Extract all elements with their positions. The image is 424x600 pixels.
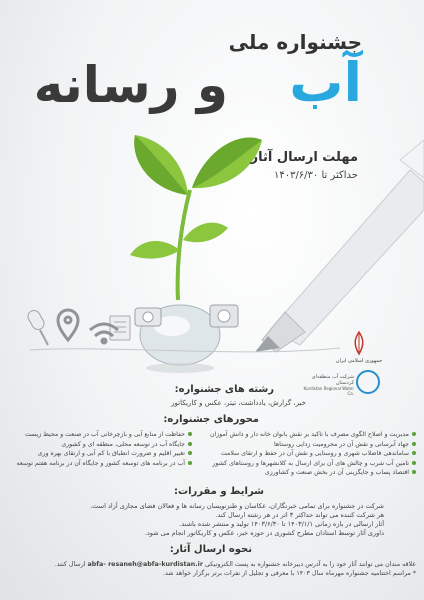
list-item: مدیریت و اصلاح الگوی مصرف با تاکید بر نقش بانوان خانه دار و دانش آموزان (196, 430, 416, 440)
iran-emblem-icon (349, 330, 369, 356)
list-item: تغییر اقلیم و ضرورت انطباق با کم آبی و ارتقای بهره وری (6, 449, 192, 459)
axes-title: محورهای جشنواره: (163, 414, 259, 425)
submission-line-1 (6, 560, 416, 569)
categories-text: خبر، گزارش، یادداشت، تیتر، عکس و کاریکاتور (171, 399, 306, 407)
microphone-icon (26, 308, 48, 345)
terms-line: هر شرکت کننده می تواند حداکثر ۳ اثر در هر رشته ارسال کند. (215, 511, 384, 519)
submission-text (6, 560, 416, 578)
emblem-caption: جمهوری اسلامی ایران (335, 358, 383, 364)
list-item: اقتصاد پساب و جایگزینی آن در بخش صنعت و کشاورزی (196, 468, 416, 478)
festival-label: جشنواره ملی (228, 30, 362, 54)
company-name-en: Kurdistan Regional Water Co. (303, 386, 354, 396)
submission-email-link[interactable]: abfa- resaneh@abfa-kurdistan.ir (87, 561, 203, 568)
sprout-icon (130, 135, 262, 300)
deadline-label: مهلت ارسال آثار (250, 150, 358, 165)
list-item: ساماندهی فاضلاب شهری و روستایی و نقش آن در حفظ و ارتقای سلامت (196, 449, 416, 459)
terms-text (24, 502, 384, 538)
submission-prefix: علاقه مندان می توانند آثار خود را به آدرس دبیرخانه جشنواره به پست الکترونیکی (204, 561, 416, 568)
terms-line: شرکت در جشنواره برای تمامی خبرنگاران، عکاسان و طنزنویسان رسانه ها و فعالان فضای مجازی آزاد است. (90, 502, 384, 510)
camera-icon-2 (210, 305, 238, 327)
terms-title: شرایط و مقررات: (174, 486, 264, 497)
list-item: جایگاه آب در توسعه محلی، منطقه ای و کشوری (6, 440, 192, 450)
location-pin-icon (58, 310, 78, 340)
list-item: حفاظت از منابع آبی و بازچرخانی آب در صنعت و محیط زیست (6, 430, 192, 440)
title-ab: آب (289, 51, 362, 114)
terms-line: داوری آثار توسط استادان مطرح کشوری در حوزه خبر، عکس و کاریکاتور انجام می شود. (144, 529, 384, 537)
terms-line: آثار ارسالی در بازه زمانی ۱۴۰۳/۱/۱ تا ۱۴۰۳/۶/۳۰ تولید و منتشر شده باشند. (179, 520, 384, 528)
list-item: تامین آب شرب و چالش های آن برای ارسال به کلانشهرها و روستاهای کشور (196, 459, 416, 469)
submission-line-2: * مراسم اختتامیه جشنواره مهرماه سال ۱۴۰۳ با معرفی و تجلیل از نفرات برتر برگزار خواهد شد. (162, 570, 416, 577)
title-rasaneh: و رسانه (33, 56, 228, 114)
submission-title: نحوه ارسال آثار: (169, 544, 252, 555)
axes-right-list (196, 430, 416, 478)
list-item: جهاد آبرسانی و نقش آن در محرومیت زدایی روستاها (196, 440, 416, 450)
info-panel (0, 378, 424, 600)
camera-icon (135, 308, 161, 326)
list-item: آب در برنامه های توسعه کشور و جایگاه آن در برنامه هفتم توسعه (6, 459, 192, 469)
deadline-value: حداکثر تا ۱۴۰۳/۶/۳۰ (273, 170, 358, 181)
categories-title: رشته های جشنواره: (174, 384, 274, 395)
submission-suffix: ارسال کنند. (54, 561, 86, 568)
axes-left-list (6, 430, 192, 468)
company-name-fa: شرکت آب منطقه‌ای کردستان (311, 374, 354, 386)
